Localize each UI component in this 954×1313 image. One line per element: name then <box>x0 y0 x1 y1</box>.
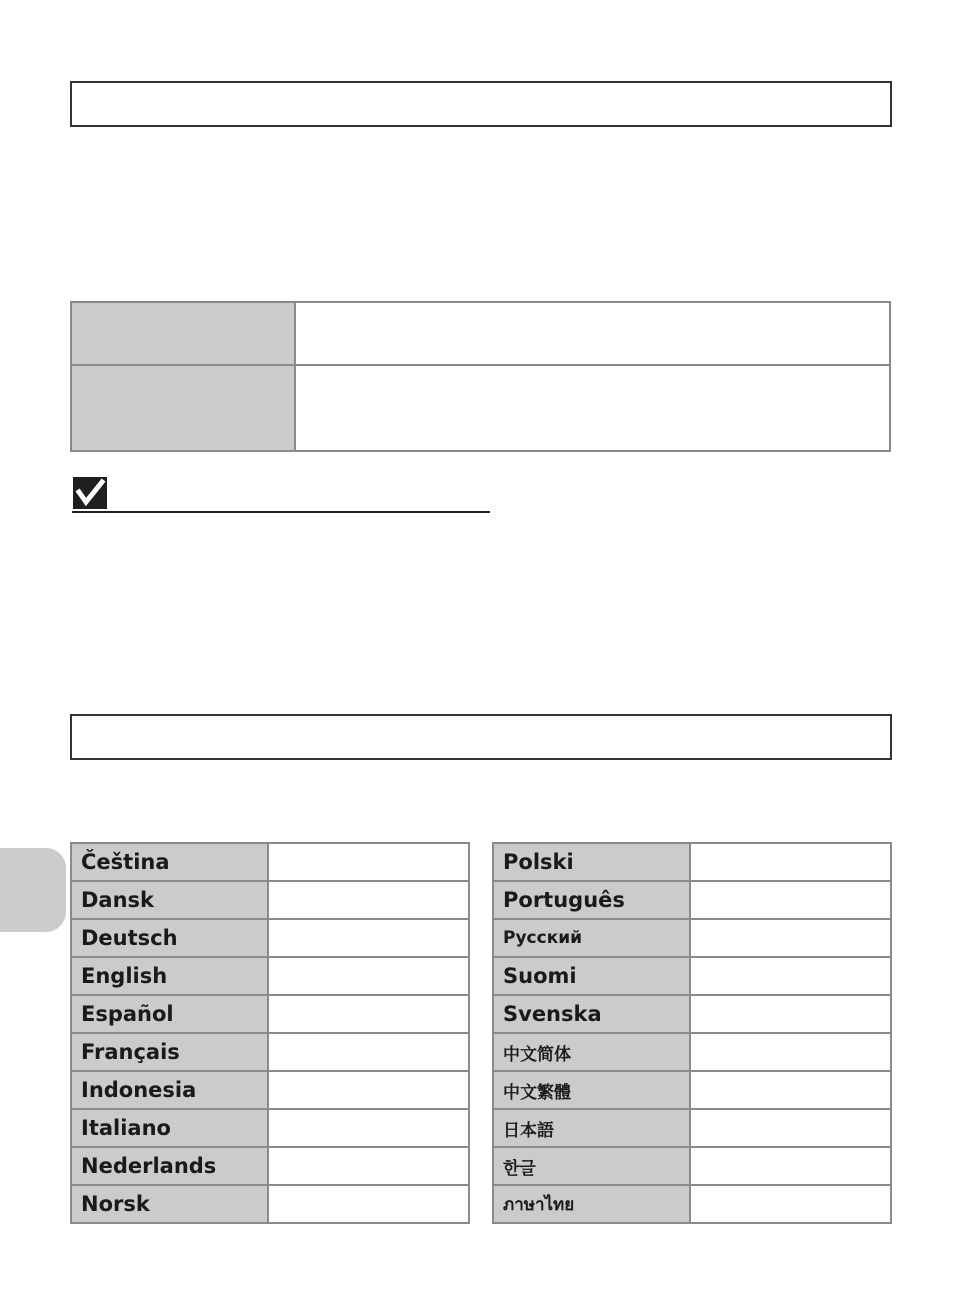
table-row <box>493 919 891 957</box>
language-name: Deutsch <box>71 919 268 957</box>
language-value-cell <box>268 1109 469 1147</box>
table-row <box>71 843 469 881</box>
language-name: Français <box>71 1033 268 1071</box>
table-row <box>71 365 890 451</box>
language-name: 한글 <box>493 1147 690 1185</box>
language-name: Suomi <box>493 957 690 995</box>
language-name: Español <box>71 995 268 1033</box>
table-row <box>71 1185 469 1223</box>
language-value-cell <box>690 919 891 957</box>
table-row <box>71 1109 469 1147</box>
language-value-cell <box>690 1147 891 1185</box>
language-value-cell <box>268 1071 469 1109</box>
table-row <box>71 302 890 365</box>
table-row <box>71 1033 469 1071</box>
option-key-cell <box>71 302 295 365</box>
language-name: Indonesia <box>71 1071 268 1109</box>
language-name: Norsk <box>71 1185 268 1223</box>
language-name: ภาษาไทย <box>493 1185 690 1223</box>
table-row <box>493 1033 891 1071</box>
language-value-cell <box>268 957 469 995</box>
language-value-cell <box>690 843 891 881</box>
language-value-cell <box>268 881 469 919</box>
table-row <box>71 919 469 957</box>
language-name: Svenska <box>493 995 690 1033</box>
language-value-cell <box>690 1109 891 1147</box>
section-header-box-2 <box>70 714 892 760</box>
language-value-cell <box>690 995 891 1033</box>
note-underline <box>72 511 490 513</box>
table-row <box>71 957 469 995</box>
table-row <box>493 957 891 995</box>
language-value-cell <box>268 1033 469 1071</box>
language-name: Italiano <box>71 1109 268 1147</box>
table-row <box>493 881 891 919</box>
checkmark-icon <box>73 477 107 509</box>
language-name: Português <box>493 881 690 919</box>
language-value-cell <box>690 881 891 919</box>
option-key-cell <box>71 365 295 451</box>
language-value-cell <box>690 1185 891 1223</box>
table-row <box>71 881 469 919</box>
language-name: Polski <box>493 843 690 881</box>
table-row <box>493 995 891 1033</box>
language-value-cell <box>690 1071 891 1109</box>
table-row <box>493 1185 891 1223</box>
language-value-cell <box>690 957 891 995</box>
table-row <box>71 1147 469 1185</box>
language-value-cell <box>268 843 469 881</box>
language-table-right <box>492 842 892 1224</box>
side-tab <box>0 848 66 932</box>
language-table-left <box>70 842 470 1224</box>
language-value-cell <box>268 1147 469 1185</box>
language-value-cell <box>268 995 469 1033</box>
table-row <box>493 1071 891 1109</box>
language-value-cell <box>268 919 469 957</box>
language-name: Nederlands <box>71 1147 268 1185</box>
language-name: Русский <box>493 919 690 957</box>
table-row <box>71 1071 469 1109</box>
table-row <box>493 1109 891 1147</box>
table-row <box>493 843 891 881</box>
language-name: Dansk <box>71 881 268 919</box>
language-value-cell <box>268 1185 469 1223</box>
option-table <box>70 301 891 452</box>
language-name: Čeština <box>71 843 268 881</box>
option-value-cell <box>295 365 890 451</box>
language-name: English <box>71 957 268 995</box>
table-row <box>71 995 469 1033</box>
language-name: 日本語 <box>493 1109 690 1147</box>
language-name: 中文简体 <box>493 1033 690 1071</box>
language-value-cell <box>690 1033 891 1071</box>
option-value-cell <box>295 302 890 365</box>
language-name: 中文繁體 <box>493 1071 690 1109</box>
section-header-box-1 <box>70 81 892 127</box>
table-row <box>493 1147 891 1185</box>
